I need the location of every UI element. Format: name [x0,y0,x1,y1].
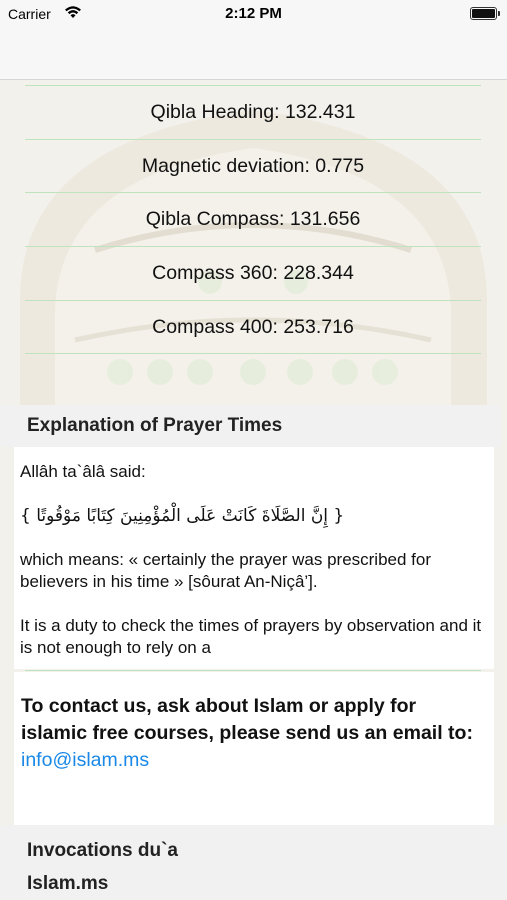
explanation-meaning: which means: « certainly the prayer was prescribed for believers in his time » [sôurat An-Niçâ’]. [20,550,432,591]
battery-icon [470,7,497,20]
explanation-section-header[interactable]: Explanation of Prayer Times [0,405,501,447]
compass-360-reading: Compass 360: 228.344 [25,246,481,300]
email-link[interactable]: info@islam.ms [21,749,150,771]
menu-item-islam-ms[interactable]: Islam.ms [27,873,109,894]
magnetic-deviation-reading: Magnetic deviation: 0.775 [25,139,481,193]
qibla-heading-reading: Qibla Heading: 132.431 [25,85,481,139]
qibla-compass-reading: Qibla Compass: 131.656 [25,192,481,246]
explanation-text-view[interactable] [14,447,494,669]
status-bar [0,0,507,28]
quran-verse: { إِنَّ الصَّلَاةَ كَانَتْ عَلَى الْمُؤْمِنِينَ كِتَابًا مَوْقُوتًا } [20,506,345,526]
clock: 2:12 PM [225,5,282,22]
menu-item-invocations[interactable]: Invocations du`a [27,840,178,861]
contact-text-view [14,672,494,825]
explanation-duty: It is a duty to check the times of prayers by observation and it is not enough to rely on a [20,616,482,657]
carrier-label: Carrier [8,6,51,22]
footer-menu [0,825,507,900]
contact-message: To contact us, ask about Islam or apply for islamic free courses, please send us an email to: [21,695,473,744]
explanation-intro: Allâh ta`âlâ said: [20,462,146,481]
compass-400-reading: Compass 400: 253.716 [25,300,481,354]
compass-readings [25,85,481,354]
divider [25,670,481,671]
